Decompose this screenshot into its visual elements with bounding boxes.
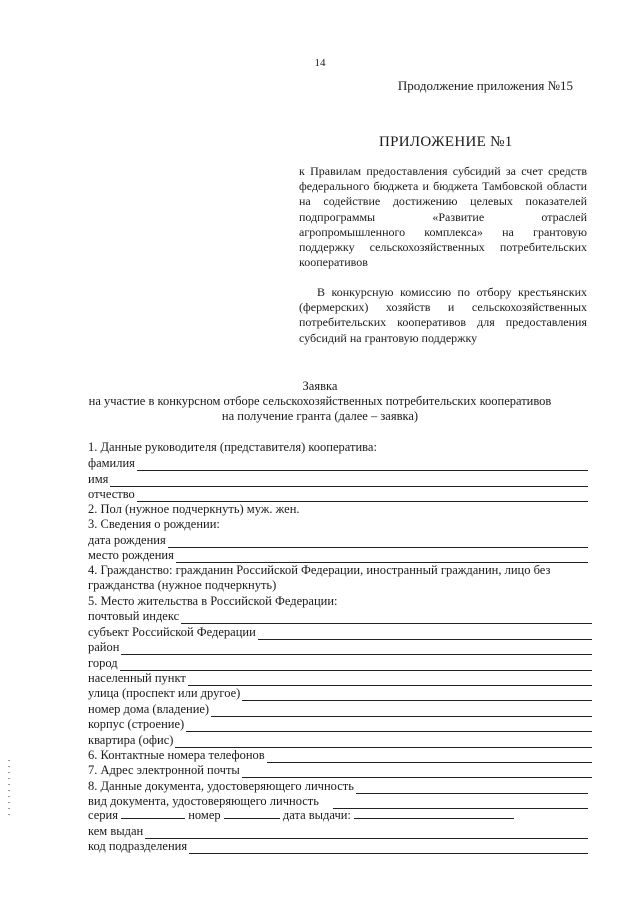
birth-place-label: место рождения <box>88 548 174 562</box>
first-name-field[interactable] <box>88 471 588 487</box>
rules-line: отраслей агропромышленного комплекса» на <box>299 209 588 239</box>
addressee-line: В конкурсную комиссию по отбору <box>317 285 512 299</box>
number-label: номер <box>188 808 221 822</box>
postal-code-label: почтовый индекс <box>88 609 180 623</box>
building-label: корпус (строение) <box>88 717 185 731</box>
last-name-field[interactable] <box>88 455 588 471</box>
postal-code-field[interactable] <box>88 608 592 624</box>
section-4-citizenship-2: гражданства (нужное подчеркнуть) <box>88 578 277 592</box>
street-field[interactable] <box>88 685 592 701</box>
district-label: район <box>88 640 120 654</box>
rules-line: Тамбовской области на содействие достижению <box>299 179 588 209</box>
series-line[interactable] <box>121 807 185 819</box>
city-field[interactable] <box>88 655 592 671</box>
district-field[interactable] <box>88 639 592 655</box>
phones-field[interactable] <box>88 747 592 763</box>
section-3-heading: 3. Сведения о рождении: <box>88 517 220 531</box>
rules-line: потребительских кооперативов <box>299 240 587 270</box>
street-line[interactable] <box>242 689 592 701</box>
addressee-block <box>299 285 587 346</box>
series-label: серия <box>88 808 118 822</box>
rules-reference <box>299 164 587 270</box>
building-field[interactable] <box>88 716 592 732</box>
birth-date-field[interactable] <box>88 532 588 548</box>
rules-line: средств федерального бюджета и бюджета <box>299 164 587 194</box>
settlement-label: населенный пункт <box>88 671 186 685</box>
application-subtitle: на участие в конкурсном отборе сельскохозяйственных потребительских кооперативов <box>88 394 552 408</box>
dept-code-field[interactable] <box>88 838 588 854</box>
page-number: 14 <box>314 57 326 69</box>
street-label: улица (проспект или другое) <box>88 686 241 700</box>
postal-code-line[interactable] <box>181 612 592 624</box>
addressee-line: сельскохозяйственных потребительских <box>299 300 588 330</box>
section-5-heading: 5. Место жительства в Российской Федерации: <box>88 594 338 608</box>
scan-margin-marks <box>8 760 10 820</box>
patronymic-label: отчество <box>88 487 135 501</box>
house-field[interactable] <box>88 701 592 717</box>
birth-place-field[interactable] <box>88 547 588 563</box>
section-4-citizenship: 4. Гражданство: гражданин Российской Федерации, иностранный гражданин, лицо без <box>88 563 551 577</box>
last-name-label: фамилия <box>88 456 135 470</box>
apartment-label: квартира (офис) <box>88 733 174 747</box>
dept-code-line[interactable] <box>189 842 588 854</box>
application-subtitle-2: на получение гранта (далее – заявка) <box>221 409 419 423</box>
settlement-field[interactable] <box>88 670 592 686</box>
issue-date-label: дата выдачи: <box>282 808 351 822</box>
application-title: Заявка <box>302 379 338 393</box>
number-line[interactable] <box>224 807 280 819</box>
last-name-line[interactable] <box>137 459 588 471</box>
apartment-field[interactable] <box>88 732 592 748</box>
first-name-label: имя <box>88 472 109 486</box>
issued-by-field[interactable] <box>88 823 588 839</box>
phones-label: 6. Контактные номера телефонов <box>88 748 265 762</box>
birth-date-label: дата рождения <box>88 533 166 547</box>
appendix-continuation: Продолжение приложения №15 <box>397 78 573 93</box>
appendix-title: ПРИЛОЖЕНИЕ №1 <box>379 134 513 150</box>
email-label: 7. Адрес электронной почты <box>88 763 240 777</box>
dept-code-label: код подразделения <box>88 839 188 853</box>
house-label: номер дома (владение) <box>88 702 210 716</box>
series-number-row <box>88 807 514 823</box>
subject-label: субъект Российской Федерации <box>88 625 256 639</box>
email-field[interactable] <box>88 762 592 778</box>
id-document-field[interactable] <box>88 778 588 794</box>
patronymic-line[interactable] <box>137 490 588 502</box>
issue-date-line[interactable] <box>354 807 514 819</box>
district-line[interactable] <box>121 643 592 655</box>
rules-line: грантовую поддержку сельскохозяйственных <box>299 224 587 255</box>
subject-field[interactable] <box>88 624 592 640</box>
rules-line: целевых показателей подпрограммы «Развитие <box>299 194 588 224</box>
doc-type-label: вид документа, удостоверяющего личность <box>88 794 319 808</box>
building-line[interactable] <box>186 720 592 732</box>
section-2-gender: 2. Пол (нужное подчеркнуть) муж. жен. <box>88 502 300 516</box>
addressee-line: грантовую поддержку <box>364 330 478 345</box>
addressee-line: крестьянских (фермерских) хозяйств и <box>299 285 588 315</box>
email-line[interactable] <box>242 766 592 778</box>
id-document-label: 8. Данные документа, удостоверяющего личность <box>88 779 354 793</box>
birth-place-line[interactable] <box>176 551 588 563</box>
patronymic-field[interactable] <box>88 486 588 502</box>
rules-line: к Правилам предоставления субсидий за счет <box>299 164 543 178</box>
addressee-line: кооперативов для предоставления субсидий на <box>299 315 587 345</box>
issued-by-label: кем выдан <box>88 824 144 838</box>
city-label: город <box>88 656 118 670</box>
section-1-heading: 1. Данные руководителя (представителя) кооператива: <box>88 440 377 454</box>
